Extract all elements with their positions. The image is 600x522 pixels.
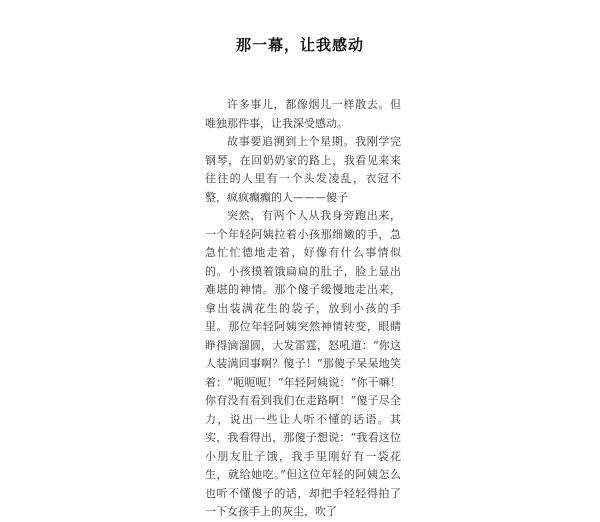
paragraph-3: 突然，有两个人从我身旁跑出来，一个年轻阿姨拉着小孩那细嫩的手，急急忙忙德地走着，好像有什么事情似的。小孩摸着饿扁扁的肚子，脸上显出难堪的神情。那个傻子缓慢地走出来，拿出装满花生的袋子，放到小孩的手里。那位年轻阿姨突然神情转变，眼睛睁得滴溜圆，大发雷霆，怒吼道：“你这人装满回事啊？傻子！”那傻子呆呆地笑着：“呃呃呃！”年轻阿姨说：“你干嘛！你有没有看到我们在走路啊！”傻子尽全力，说出一些让人听不懂的话语。其实，我看得出，那傻子想说：“我看这位小朋友肚子饿，我手里刚好有一袋花生，就给她吃。”但这位年轻的阿姨怎么也听不懂傻子的话，却把手轻轻得拍了一下女孩手上的灰尘，吹了 — [205, 209, 401, 518]
paragraph-1: 许多事儿，都像烟儿一样散去。但唯独那件事，让我深受感动。 — [205, 98, 401, 130]
page-title: 那一幕，让我感动 — [235, 36, 364, 54]
article-body — [205, 96, 401, 522]
paragraph-2: 故事要追溯到上个星期。我刚学完钢琴，在回奶奶家的路上，我看见来来往往的人里有一个头发凌乱，衣冠不整，疯疯癫癫的人———傻子 — [205, 135, 401, 204]
